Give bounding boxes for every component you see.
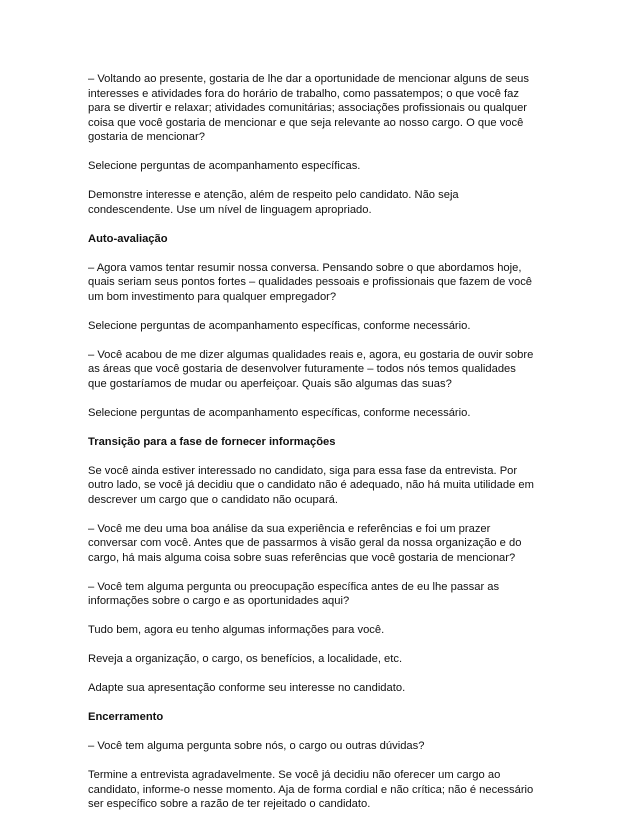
paragraph	[88, 72, 558, 145]
paragraph-line: – Você tem alguma pergunta sobre nós, o cargo ou outras dúvidas?	[88, 740, 425, 752]
paragraph-line: informações sobre o cargo e as oportunidades aqui?	[88, 595, 350, 607]
paragraph-line: descrever um cargo que o candidato não ocupará.	[88, 493, 339, 506]
document-body	[88, 72, 558, 812]
paragraph	[88, 623, 558, 638]
paragraph-line: as áreas que você gostaria de desenvolver futuramente – todos nós temos qualidades	[88, 363, 516, 375]
paragraph-line: para se divertir e relaxar; atividades comunitárias; associações profissionais ou qualquer	[88, 102, 528, 114]
paragraph	[88, 406, 558, 421]
paragraph	[88, 522, 558, 566]
paragraph-line: interesses e atividades fora do horário de trabalho, como passatempos; o que você faz	[88, 87, 519, 100]
paragraph-line: Selecione perguntas de acompanhamento específicas, conforme necessário.	[88, 406, 471, 419]
heading-text: Encerramento	[88, 711, 164, 723]
paragraph-line: Se você ainda estiver interessado no candidato, siga para essa fase da entrevista. Por	[88, 464, 518, 477]
paragraph-line: ser específico sobre a razão de ter rejeitado o candidato.	[88, 798, 371, 810]
paragraph-line: um bom investimento para qualquer empregador?	[88, 290, 337, 303]
paragraph-line: – Você acabou de me dizer algumas qualidades reais e, agora, eu gostaria de ouvir sobre	[88, 348, 534, 361]
paragraph-line: Reveja a organização, o cargo, os benefícios, a localidade, etc.	[88, 653, 403, 665]
paragraph-line: – Agora vamos tentar resumir nossa conversa. Pensando sobre o que abordamos hoje,	[88, 261, 522, 274]
paragraph	[88, 464, 558, 508]
paragraph-line: candidato, informe-o nesse momento. Aja de forma cordial e não crítica; não é necessário	[88, 783, 534, 796]
paragraph-line: que gostaríamos de mudar ou aperfeiçoar. Quais são algumas das suas?	[88, 377, 452, 390]
paragraph	[88, 319, 558, 334]
section-heading	[88, 435, 558, 450]
paragraph	[88, 652, 558, 667]
paragraph-line: gostaria de mencionar?	[88, 131, 205, 143]
paragraph-line: – Voltando ao presente, gostaria de lhe dar a oportunidade de mencionar alguns de seus	[88, 73, 529, 85]
heading-text: Auto-avaliação	[88, 232, 168, 245]
paragraph-line: Selecione perguntas de acompanhamento específicas, conforme necessário.	[88, 319, 471, 332]
paragraph-line: outro lado, se você já decidiu que o candidato não é adequado, não há muita utilidade em	[88, 479, 534, 491]
section-heading	[88, 710, 558, 725]
paragraph-line: coisa que você gostaria de mencionar e que seja relevante ao nosso cargo. O que você	[88, 116, 524, 129]
paragraph	[88, 159, 558, 174]
paragraph	[88, 348, 558, 392]
paragraph-line: Selecione perguntas de acompanhamento específicas.	[88, 160, 361, 172]
paragraph-line: – Você tem alguma pergunta ou preocupação específica antes de eu lhe passar as	[88, 580, 500, 593]
paragraph-line: cargo, há mais alguma coisa sobre suas referências que você gostaria de mencionar?	[88, 551, 516, 564]
paragraph-line: Termine a entrevista agradavelmente. Se você já decidiu não oferecer um cargo ao	[88, 769, 501, 781]
paragraph-line: quais seriam seus pontos fortes – qualidades pessoais e profissionais que fazem de você	[88, 276, 533, 288]
section-heading	[88, 232, 558, 247]
paragraph-line: Demonstre interesse e atenção, além de respeito pelo candidato. Não seja	[88, 189, 459, 201]
paragraph	[88, 261, 558, 305]
paragraph-line: Adapte sua apresentação conforme seu interesse no candidato.	[88, 682, 406, 694]
paragraph	[88, 739, 558, 754]
heading-text: Transição para a fase de fornecer informações	[88, 435, 336, 448]
paragraph	[88, 188, 558, 217]
paragraph	[88, 580, 558, 609]
paragraph-line: Tudo bem, agora eu tenho algumas informações para você.	[88, 624, 385, 636]
paragraph-line: condescendente. Use um nível de linguagem apropriado.	[88, 203, 372, 216]
paragraph	[88, 768, 558, 812]
paragraph-line: conversar com você. Antes que de passarmos à visão geral da nossa organização e do	[88, 537, 522, 549]
paragraph-line: – Você me deu uma boa análise da sua experiência e referências e foi um prazer	[88, 522, 491, 535]
paragraph	[88, 681, 558, 696]
